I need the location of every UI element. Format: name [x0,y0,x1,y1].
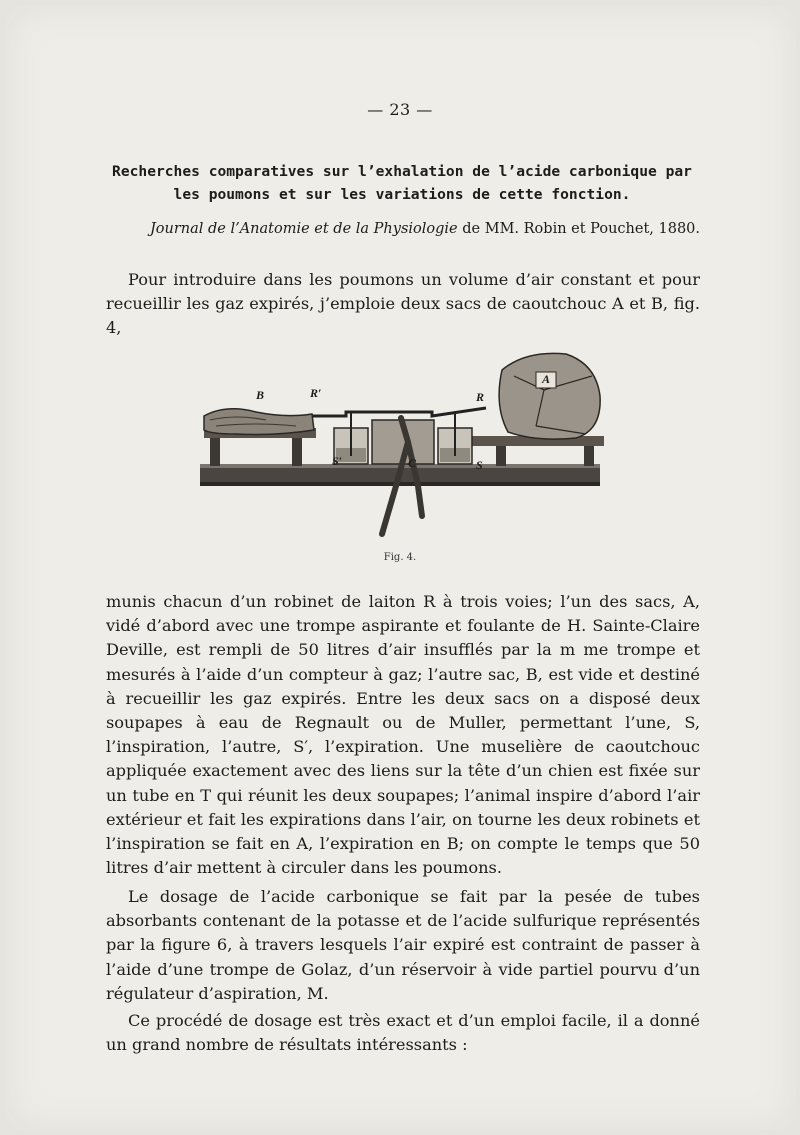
paragraph-1: Pour introduire dans les poumons un volume d’air constant et pour recueillir les gaz expirés, j’emploie deux sacs de caoutchouc A et B, fig. 4, [106,270,700,338]
label-r: R [476,390,485,404]
paragraph-4: Ce procédé de dosage est très exact et d’un emploi facile, il a donné un grand nombre de résultats intéressants : [106,1011,700,1055]
bag-b [204,409,314,435]
figure-caption: Fig. 4. [383,552,417,563]
label-s: S [476,458,483,472]
figure-4-apparatus [196,346,608,540]
bag-a [499,353,600,439]
journal-name: Journal de l’Anatomie et de la Physiologie [149,221,458,237]
label-a: A [542,372,551,386]
label-c: C [408,456,417,470]
paragraph-3: Le dosage de l’acide carbonique se fait par la pesée de tubes absorbants contenant de la potasse et de l’acide sulfurique représentés par la figure 6, à travers lesquels l’air expiré est contraint de passer à l’aide d’une trompe de Golaz, d’un réservoir à vide partiel pourvu d’un régulateur d’aspiration, M. [106,887,700,1003]
journal-reference [104,221,700,237]
label-s-prime: S′ [332,454,343,468]
journal-authors: de MM. Robin et Pouchet, 1880. [457,221,700,237]
paragraph-2: munis chacun d’un robinet de laiton R à trois voies; l’un des sacs, A, vidé d’abord avec une trompe aspirante et foulante de H. Sainte-Claire Deville, est rempli de 50 litres d’air insufflés par la m me trompe et mesurés à l’aide d’un compteur à gaz; l’autre sac, B, est vide et destiné à recueillir les gaz expirés. Entre les deux sacs on a disposé deux soupapes à eau de Regnault ou de Muller, permettant l’une, S, l’inspiration, l’autre, S′, l’expiration. Une muselière de caoutchouc appliquée exactement avec des liens sur la tête d’un chien est fixée sur un tube en T qui réunit les deux soupapes; l’animal inspire d’abord l’air extérieur et fait les expirations dans l’air, on tourne les deux robinets et l’inspiration se fait en A, l’expiration en B; on compte le temps que 50 litres d’air mettent à circuler dans les poumons. [106,592,700,878]
article-title: Recherches comparatives sur l’exhalation de l’acide carbonique par les poumons et sur les variations de cette fonction. [112,163,692,203]
label-r-prime: R′ [310,386,322,400]
page-number: — 23 — [367,100,433,119]
label-b: B [256,388,265,402]
